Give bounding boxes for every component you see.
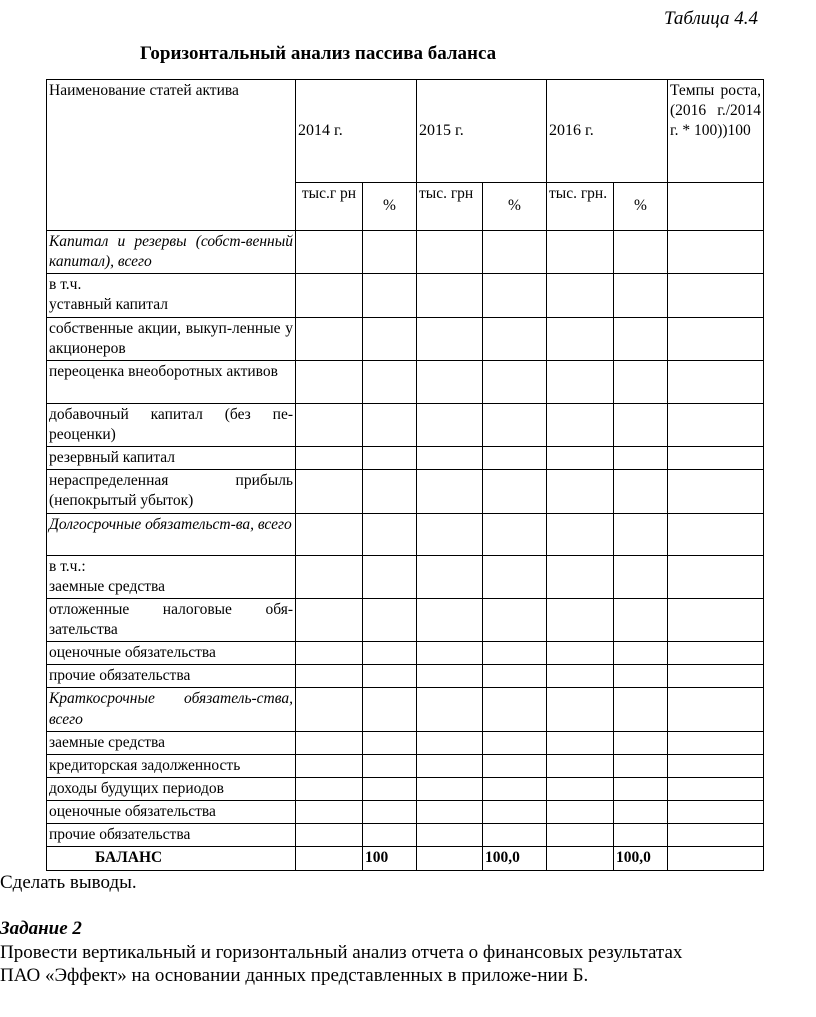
unit-amount-2015: тыс. грн — [417, 183, 483, 231]
row-label: в т.ч. уставный капитал — [47, 274, 296, 317]
table-row — [47, 777, 764, 800]
table-title: Горизонтальный анализ пассива баланса — [140, 43, 497, 64]
unit-amount-2016: тыс. грн. — [547, 183, 614, 231]
total-pct-2014: 100 — [363, 847, 417, 870]
header-year-2015: 2015 г. — [417, 80, 547, 183]
table-row — [47, 688, 764, 731]
table-row — [47, 317, 764, 360]
task-title: Задание 2 — [0, 918, 82, 939]
table-row — [47, 231, 764, 274]
header-row-years — [47, 80, 764, 183]
table-row — [47, 513, 764, 555]
table-row — [47, 801, 764, 824]
table-row — [47, 665, 764, 688]
table-row — [47, 360, 764, 403]
table-number-label: Таблица 4.4 — [664, 8, 758, 29]
unit-growth-empty — [668, 183, 764, 231]
total-pct-2016: 100,0 — [614, 847, 668, 870]
table-row — [47, 403, 764, 446]
header-name-column: Наименование статей актива — [47, 80, 296, 231]
total-row — [47, 847, 764, 870]
row-label: Краткосрочные обязатель-ства, всего — [47, 688, 296, 731]
balance-analysis-table — [46, 79, 764, 871]
row-label: резервный капитал — [47, 447, 296, 470]
row-label: прочие обязательства — [47, 824, 296, 847]
row-label: прочие обязательства — [47, 665, 296, 688]
unit-pct-2016: % — [614, 183, 668, 231]
total-pct-2015: 100,0 — [483, 847, 547, 870]
table-row — [47, 642, 764, 665]
row-label: переоценка внеоборотных активов — [47, 360, 296, 403]
table-row — [47, 555, 764, 598]
table-row — [47, 274, 764, 317]
total-label: БАЛАНС — [47, 847, 296, 870]
row-label: собственные акции, выкуп-ленные у акционеров — [47, 317, 296, 360]
unit-pct-2014: % — [363, 183, 417, 231]
table-row — [47, 824, 764, 847]
row-label: нераспределенная прибыль (непокрытый убыток) — [47, 470, 296, 513]
unit-amount-2014: тыс.г рн — [296, 183, 363, 231]
conclusion-text: Сделать выводы. — [0, 872, 137, 893]
table-row — [47, 447, 764, 470]
row-label: Долгосрочные обязательст-ва, всего — [47, 513, 296, 555]
task-description: Провести вертикальный и горизонтальный анализ отчета о финансовых результатах ПАО «Эффект» на основании данных представленных в приложе-нии Б. — [0, 942, 683, 986]
header-growth-rate: Темпы роста, (2016 г./2014 г. * 100))100 — [668, 80, 764, 183]
row-label: Капитал и резервы (собст-венный капитал), всего — [47, 231, 296, 274]
row-label: оценочные обязательства — [47, 642, 296, 665]
header-year-2014: 2014 г. — [296, 80, 417, 183]
row-label: отложенные налоговые обя-зательства — [47, 598, 296, 641]
unit-pct-2015: % — [483, 183, 547, 231]
header-year-2016: 2016 г. — [547, 80, 668, 183]
table-row — [47, 470, 764, 513]
row-label: оценочные обязательства — [47, 801, 296, 824]
row-label: добавочный капитал (без пе-реоценки) — [47, 403, 296, 446]
row-label: в т.ч.: заемные средства — [47, 555, 296, 598]
row-label: доходы будущих периодов — [47, 777, 296, 800]
table-row — [47, 731, 764, 754]
table-row — [47, 754, 764, 777]
table-row — [47, 598, 764, 641]
row-label: заемные средства — [47, 731, 296, 754]
row-label: кредиторская задолженность — [47, 754, 296, 777]
